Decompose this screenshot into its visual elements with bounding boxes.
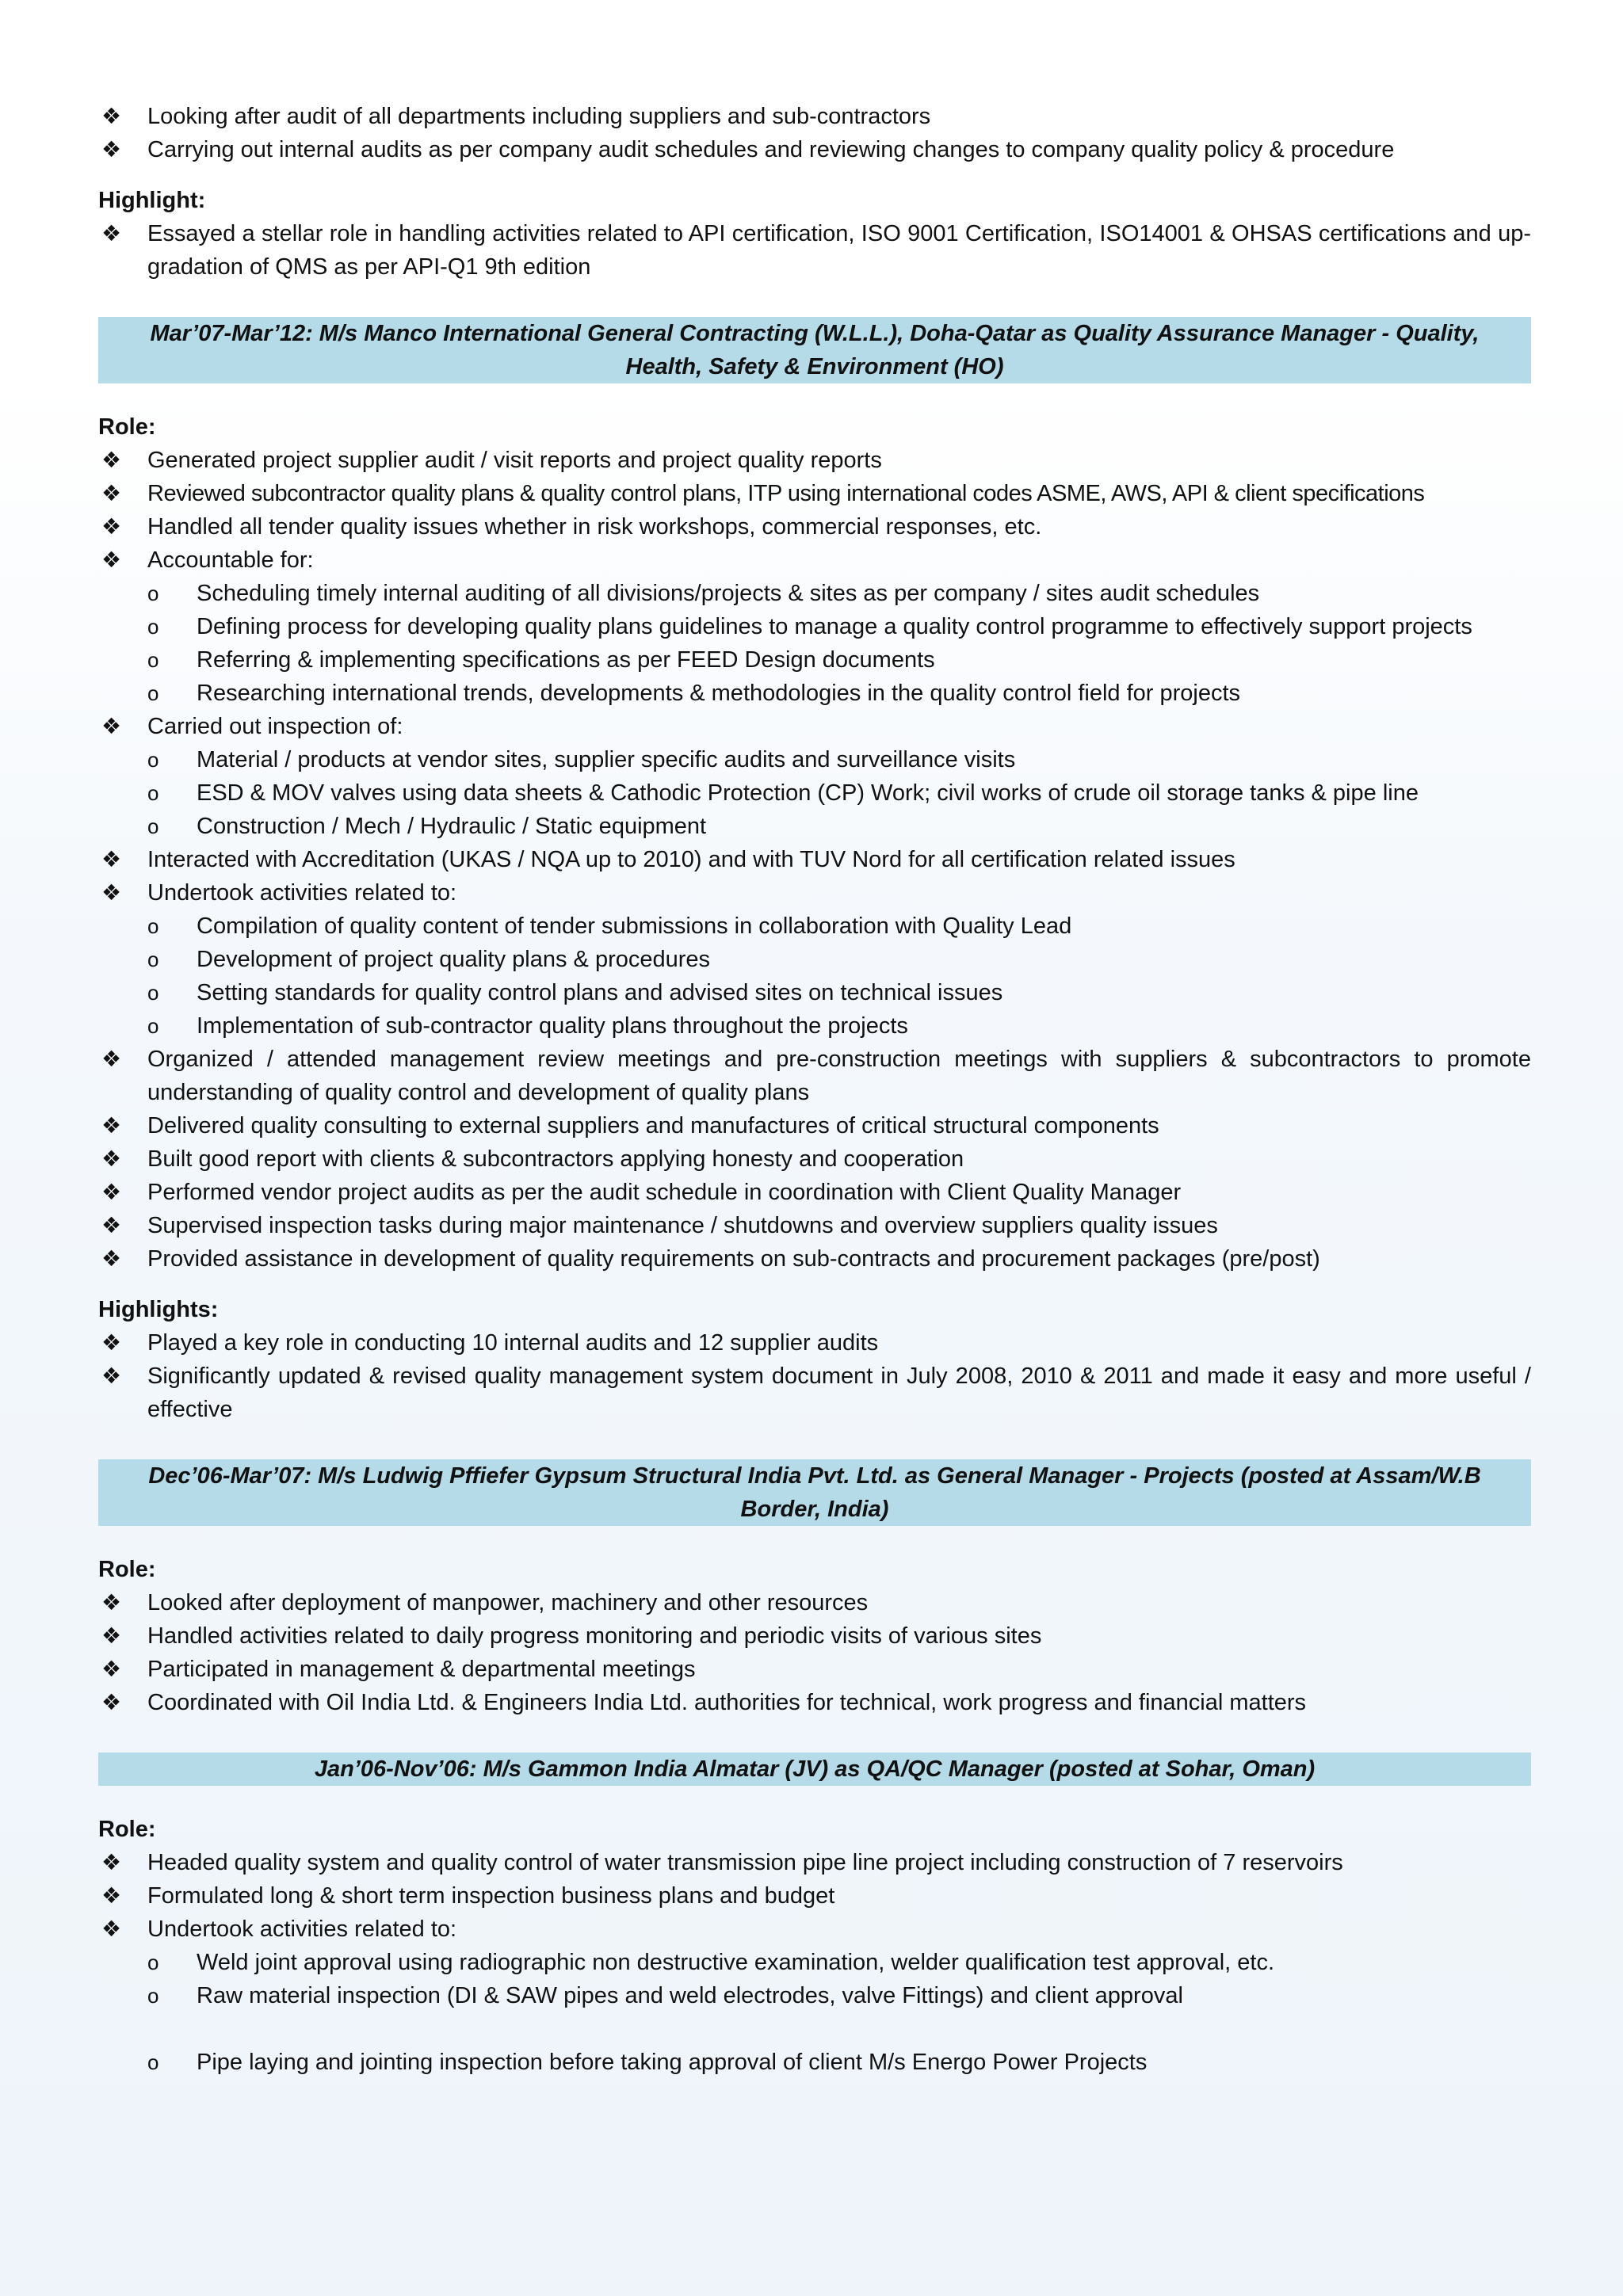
diamond-bullet-icon: ❖: [101, 1180, 122, 1204]
circle-bullet-icon: o: [147, 781, 159, 805]
sub-list: [147, 1946, 1531, 2012]
diamond-bullet-icon: ❖: [101, 137, 122, 162]
list-item: ❖ Formulated long & short term inspection business plans and budget: [98, 1879, 1531, 1913]
diamond-bullet-icon: ❖: [101, 1246, 122, 1271]
top-bullet-list: [98, 100, 1531, 166]
list-item: ❖ Reviewed subcontractor quality plans & quality control plans, ITP using international codes ASME, AWS, API & client specifications: [98, 477, 1531, 510]
circle-bullet-icon: o: [147, 914, 159, 938]
diamond-bullet-icon: ❖: [101, 1113, 122, 1138]
list-item: ❖ Handled activities related to daily progress monitoring and periodic visits of various sites: [98, 1619, 1531, 1653]
sub-list-item: o Scheduling timely internal auditing of all divisions/projects & sites as per company / sites audit schedules: [98, 577, 1531, 610]
list-item: ❖ Undertook activities related to: o Weld joint approval using radiographic non destructive examination, welder qualification test approval, etc. o Raw material inspection (DI & SAW pipes and weld electrodes, valve Fittings) and client approval: [98, 1913, 1531, 2012]
list-item: ❖ Organized / attended management review meetings and pre-construction meetings with suppliers & subcontractors to promote understanding of quality control and development of quality plans: [98, 1043, 1531, 1109]
list-item: ❖ Looking after audit of all departments including suppliers and sub-contractors: [98, 100, 1531, 133]
list-item: ❖ Coordinated with Oil India Ltd. & Engineers India Ltd. authorities for technical, work progress and financial matters: [98, 1686, 1531, 1719]
highlights-label: Highlights:: [98, 1297, 219, 1322]
diamond-bullet-icon: ❖: [101, 1657, 122, 1681]
diamond-bullet-icon: ❖: [101, 1330, 122, 1355]
list-item: ❖ Delivered quality consulting to external suppliers and manufactures of critical structural components: [98, 1109, 1531, 1142]
sub-list: [147, 910, 1531, 1043]
job-header: Dec’06-Mar’07: M/s Ludwig Pffiefer Gypsum Structural India Pvt. Ltd. as General Manager - Projects (posted at Assam/W.B Border, India): [98, 1459, 1531, 1526]
diamond-bullet-icon: ❖: [101, 847, 122, 871]
sub-list: [147, 577, 1531, 710]
diamond-bullet-icon: ❖: [101, 1623, 122, 1648]
diamond-bullet-icon: ❖: [101, 514, 122, 539]
list-item: ❖ Undertook activities related to: o Compilation of quality content of tender submissions in collaboration with Quality Lead o Development of project quality plans & procedures o Setting standards for quality control plans and advised sites on technical issues o Implementation of sub-contractor quality plans throughout the projects: [98, 876, 1531, 1043]
diamond-bullet-icon: ❖: [101, 481, 121, 505]
diamond-bullet-icon: ❖: [101, 1363, 122, 1388]
list-item: ❖ Built good report with clients & subcontractors applying honesty and cooperation: [98, 1142, 1531, 1176]
diamond-bullet-icon: ❖: [101, 1590, 122, 1615]
sub-list-item: o Researching international trends, developments & methodologies in the quality control field for projects: [98, 677, 1531, 710]
sub-list-item: o ESD & MOV valves using data sheets & Cathodic Protection (CP) Work; civil works of crude oil storage tanks & pipe line: [98, 776, 1531, 810]
list-item: ❖ Supervised inspection tasks during major maintenance / shutdowns and overview suppliers quality issues: [98, 1209, 1531, 1242]
list-item: ❖ Significantly updated & revised quality management system document in July 2008, 2010 & 2011 and made it easy and more useful / effective: [98, 1360, 1531, 1426]
sub-list-item: o Defining process for developing quality plans guidelines to manage a quality control programme to effectively support projects: [98, 610, 1531, 643]
highlight-list: [98, 217, 1531, 284]
highlights-list: [98, 1326, 1531, 1426]
sub-list-item: o Weld joint approval using radiographic non destructive examination, welder qualification test approval, etc.: [98, 1946, 1531, 1979]
list-item: ❖ Headed quality system and quality control of water transmission pipe line project including construction of 7 reservoirs: [98, 1846, 1531, 1879]
circle-bullet-icon: o: [147, 615, 159, 639]
role-list: [98, 1586, 1531, 1719]
sub-list: [147, 743, 1531, 843]
sub-list-item: o Raw material inspection (DI & SAW pipes and weld electrodes, valve Fittings) and client approval: [98, 1979, 1531, 2012]
sub-list-item: o Pipe laying and jointing inspection before taking approval of client M/s Energo Power Projects: [98, 2046, 1531, 2079]
diamond-bullet-icon: ❖: [101, 1213, 122, 1238]
list-item: ❖ Generated project supplier audit / visit reports and project quality reports: [98, 444, 1531, 477]
diamond-bullet-icon: ❖: [101, 221, 122, 246]
circle-bullet-icon: o: [147, 582, 159, 605]
circle-bullet-icon: o: [147, 2050, 159, 2074]
circle-bullet-icon: o: [147, 1014, 159, 1038]
sub-list-item: o Development of project quality plans & procedures: [98, 943, 1531, 976]
sub-list-item: o Material / products at vendor sites, supplier specific audits and surveillance visits: [98, 743, 1531, 776]
sub-list-item: o Construction / Mech / Hydraulic / Static equipment: [98, 810, 1531, 843]
list-item: ❖ Looked after deployment of manpower, machinery and other resources: [98, 1586, 1531, 1619]
role-label: Role:: [98, 1817, 156, 1842]
sub-list: [98, 2046, 1531, 2079]
job-header: Mar’07-Mar’12: M/s Manco International General Contracting (W.L.L.), Doha-Qatar as Quality Assurance Manager - Quality, Health, Safety & Environment (HO): [98, 317, 1531, 383]
circle-bullet-icon: o: [147, 1984, 159, 2008]
list-item: ❖ Played a key role in conducting 10 internal audits and 12 supplier audits: [98, 1326, 1531, 1360]
diamond-bullet-icon: ❖: [101, 880, 122, 905]
role-label: Role:: [98, 1557, 156, 1582]
circle-bullet-icon: o: [147, 748, 159, 772]
circle-bullet-icon: o: [147, 1951, 159, 1974]
diamond-bullet-icon: ❖: [101, 1850, 122, 1875]
resume-content: [98, 100, 1531, 2079]
role-list: [98, 1846, 1531, 2012]
sub-list-item: o Implementation of sub-contractor quality plans throughout the projects: [98, 1009, 1531, 1043]
diamond-bullet-icon: ❖: [101, 1690, 122, 1714]
list-item: ❖ Participated in management & departmental meetings: [98, 1653, 1531, 1686]
trailing-sub-list: [98, 2046, 1531, 2079]
sub-list-item: o Referring & implementing specifications as per FEED Design documents: [98, 643, 1531, 677]
diamond-bullet-icon: ❖: [101, 1146, 122, 1171]
circle-bullet-icon: o: [147, 681, 159, 705]
list-item: ❖ Essayed a stellar role in handling activities related to API certification, ISO 9001 Certification, ISO14001 & OHSAS certifications and up-gradation of QMS as per API-Q1 9th edition: [98, 217, 1531, 284]
list-item: ❖ Performed vendor project audits as per the audit schedule in coordination with Client Quality Manager: [98, 1176, 1531, 1209]
list-item: ❖ Interacted with Accreditation (UKAS / NQA up to 2010) and with TUV Nord for all certification related issues: [98, 843, 1531, 876]
highlight-label: Highlight:: [98, 188, 206, 213]
diamond-bullet-icon: ❖: [101, 448, 122, 472]
list-item: ❖ Carried out inspection of: o Material / products at vendor sites, supplier specific audits and surveillance visits o ESD & MOV valves using data sheets & Cathodic Protection (CP) Work; civil works of crude oil storage tanks & pipe line o Construction / Mech / Hydraulic / Static equipment: [98, 710, 1531, 843]
circle-bullet-icon: o: [147, 814, 159, 838]
diamond-bullet-icon: ❖: [101, 547, 122, 572]
sub-list-item: o Compilation of quality content of tender submissions in collaboration with Quality Lead: [98, 910, 1531, 943]
diamond-bullet-icon: ❖: [101, 1047, 122, 1071]
circle-bullet-icon: o: [147, 981, 159, 1005]
diamond-bullet-icon: ❖: [101, 104, 122, 128]
diamond-bullet-icon: ❖: [101, 1917, 122, 1941]
sub-list-item: o Setting standards for quality control plans and advised sites on technical issues: [98, 976, 1531, 1009]
job-header: Jan’06-Nov’06: M/s Gammon India Almatar (JV) as QA/QC Manager (posted at Sohar, Oman): [98, 1753, 1531, 1786]
circle-bullet-icon: o: [147, 948, 159, 971]
role-list: [98, 444, 1531, 1276]
list-item: ❖ Provided assistance in development of quality requirements on sub-contracts and procurement packages (pre/post): [98, 1242, 1531, 1276]
role-label: Role:: [98, 414, 156, 440]
list-item: ❖ Handled all tender quality issues whether in risk workshops, commercial responses, etc.: [98, 510, 1531, 543]
list-item: ❖ Accountable for: o Scheduling timely internal auditing of all divisions/projects & sites as per company / sites audit schedules o Defining process for developing quality plans guidelines to manage a quality control programme to effectively support projects o Referring & implementing specifications as per FEED Design documents o Researching international trends, developments & methodologies in the quality control field for projects: [98, 543, 1531, 710]
circle-bullet-icon: o: [147, 648, 159, 672]
list-item: ❖ Carrying out internal audits as per company audit schedules and reviewing changes to company quality policy & procedure: [98, 133, 1531, 166]
diamond-bullet-icon: ❖: [101, 714, 122, 738]
list-item: [98, 2046, 1531, 2079]
diamond-bullet-icon: ❖: [101, 1883, 122, 1908]
